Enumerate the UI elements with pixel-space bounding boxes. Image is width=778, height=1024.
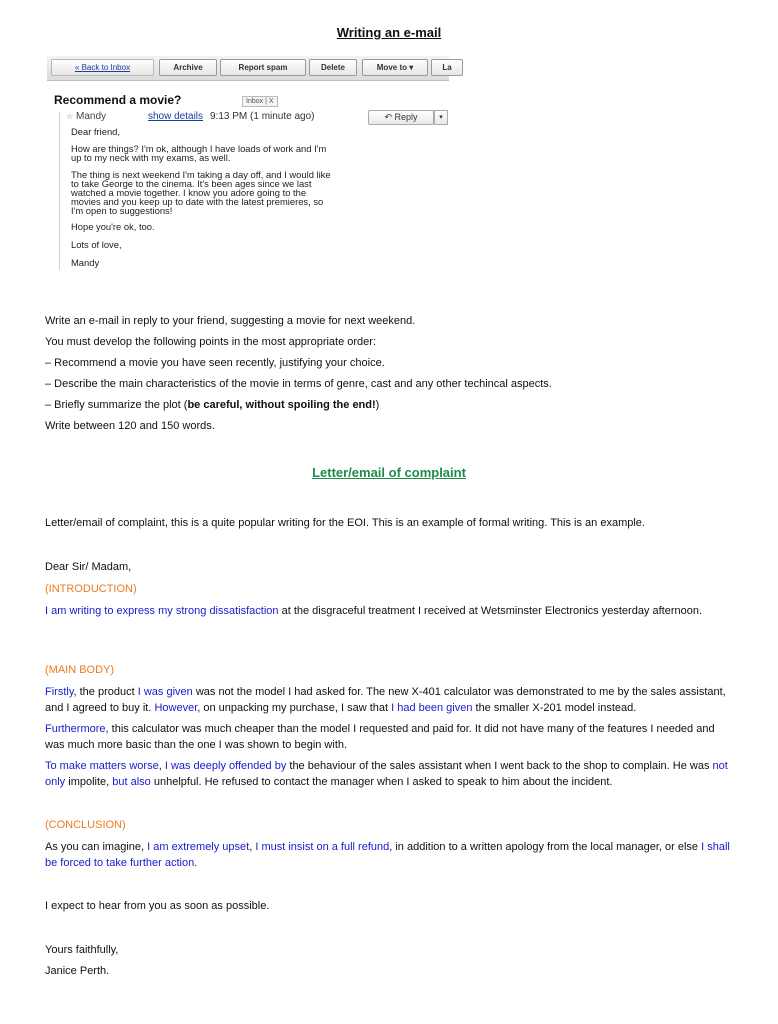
email-subject: Recommend a movie?	[54, 93, 182, 107]
key-phrase: I had been given	[391, 702, 473, 714]
task-line: – Describe the main characteristics of the movie in terms of genre, cast and any other techincal aspects.	[45, 378, 552, 390]
email-body-line: I'm open to suggestions!	[71, 205, 173, 216]
back-to-inbox-button[interactable]: « Back to Inbox	[51, 59, 154, 76]
email-body-line: watched a movie together. I know you adore going to the	[71, 187, 307, 198]
task-emphasis: be careful, without spoiling the end!	[187, 399, 376, 411]
paragraph-text: unhelpful. He refused to contact the manager when I asked to speak to him about the incident.	[150, 776, 613, 788]
closing-line: I expect to hear from you as soon as possible.	[45, 900, 270, 912]
email-body-line: to take George to the cinema. It's been ages since we last	[71, 178, 312, 189]
star-icon[interactable]: ☆	[66, 112, 74, 121]
paragraph-text: , in addition to a written apology from the local manager, or else	[389, 841, 702, 853]
task-line-plot	[45, 397, 379, 413]
key-phrase: not only	[45, 760, 728, 788]
reply-arrow-icon: ↶	[384, 112, 392, 122]
labels-button[interactable]: La	[431, 59, 463, 76]
signature-name: Janice Perth.	[45, 965, 110, 977]
task-line: Write an e-mail in reply to your friend, suggesting a movie for next weekend.	[45, 315, 416, 327]
paragraph-text: the behaviour of the sales assistant when I went back to the shop to complain. He was	[286, 760, 713, 772]
paragraph-text: ,	[158, 760, 165, 772]
introduction-label: (INTRODUCTION)	[45, 583, 137, 595]
more-options-button[interactable]: ▾	[434, 110, 448, 125]
key-phrase: I am extremely upset	[147, 841, 250, 853]
delete-button[interactable]: Delete	[309, 59, 357, 76]
key-phrase: However	[154, 702, 198, 714]
document-title: Writing an e-mail	[336, 25, 442, 40]
key-phrase: Firstly	[45, 686, 74, 698]
paragraph-text: , on unpacking my purchase, I saw that	[197, 702, 392, 714]
key-phrase: but also	[112, 776, 151, 788]
letter-intro: Letter/email of complaint, this is a quite popular writing for the EOI. This is an example of formal writing. This is an example.	[45, 517, 645, 529]
key-phrase: I must insist on a full refund	[255, 841, 390, 853]
paragraph-text: As you can imagine,	[45, 841, 148, 853]
key-phrase: I was given	[137, 686, 193, 698]
paragraph-text: was not the model I had asked for. The new X-401 calculator was demonstrated to me by the sales assistant, and I agreed to buy it.	[45, 686, 726, 714]
email-body-line: How are things? I'm ok, although I have loads of work and I'm	[71, 143, 327, 154]
sender-name: Mandy	[76, 111, 107, 122]
paragraph-main-3	[45, 758, 735, 790]
report-spam-button[interactable]: Report spam	[220, 59, 306, 76]
key-phrase: I was deeply offended by	[164, 760, 287, 772]
paragraph-text: the smaller X-201 model instead.	[472, 702, 637, 714]
key-phrase: I shall be forced to take further action	[45, 841, 730, 869]
task-line: Write between 120 and 150 words.	[45, 420, 215, 432]
email-body-line: The thing is next weekend I'm taking a day off, and I would like	[71, 169, 331, 180]
paragraph-text: .	[194, 857, 198, 869]
task-text: )	[375, 399, 380, 411]
key-phrase: To make matters worse	[45, 760, 159, 772]
show-details-link[interactable]: show details	[148, 111, 204, 122]
conclusion-label: (CONCLUSION)	[45, 819, 126, 831]
key-phrase: Furthermore	[45, 723, 106, 735]
email-body-line: Hope you're ok, too.	[71, 221, 155, 232]
email-body-line: Dear friend,	[71, 126, 120, 137]
reply-button[interactable]	[368, 110, 434, 125]
letter-greeting: Dear Sir/ Madam,	[45, 561, 132, 573]
move-to-button[interactable]: Move to ▾	[362, 59, 428, 76]
task-line: You must develop the following points in the most appropriate order:	[45, 336, 377, 348]
email-body-line: up to my neck with my exams, as well.	[71, 152, 231, 163]
paragraph-text: ,	[249, 841, 256, 853]
message-border	[59, 112, 60, 270]
email-toolbar	[47, 56, 452, 81]
reply-label: Reply	[394, 112, 418, 122]
email-body-line: Mandy	[71, 257, 100, 268]
email-screenshot	[47, 56, 452, 270]
paragraph-text: , this calculator was much cheaper than the model I requested and paid for. It did not have many of the features I needed and was much more basic than the one I was shown to begin with.	[45, 723, 715, 751]
archive-button[interactable]: Archive	[159, 59, 217, 76]
section-title: Letter/email of complaint	[312, 465, 466, 480]
task-text: – Briefly summarize the plot (	[45, 399, 188, 411]
task-line: – Recommend a movie you have seen recently, justifying your choice.	[45, 357, 385, 369]
email-body-line: Lots of love,	[71, 239, 122, 250]
main-body-label: (MAIN BODY)	[45, 664, 115, 676]
paragraph-text: at the disgraceful treatment I received at Wetsminster Electronics yesterday afternoon.	[278, 605, 703, 617]
paragraph-text: impolite,	[65, 776, 113, 788]
paragraph-main-1	[45, 684, 735, 716]
paragraph-introduction	[45, 603, 735, 619]
inbox-label-tag[interactable]: Inbox | X	[242, 96, 278, 107]
paragraph-text: , the product	[73, 686, 138, 698]
email-body-line: movies and you keep up to date with the latest premieres, so	[71, 196, 324, 207]
paragraph-conclusion	[45, 839, 735, 871]
paragraph-main-2	[45, 721, 735, 753]
email-timestamp: 9:13 PM (1 minute ago)	[210, 111, 315, 122]
key-phrase: I am writing to express my strong dissatisfaction	[45, 605, 279, 617]
sign-off: Yours faithfully,	[45, 944, 119, 956]
